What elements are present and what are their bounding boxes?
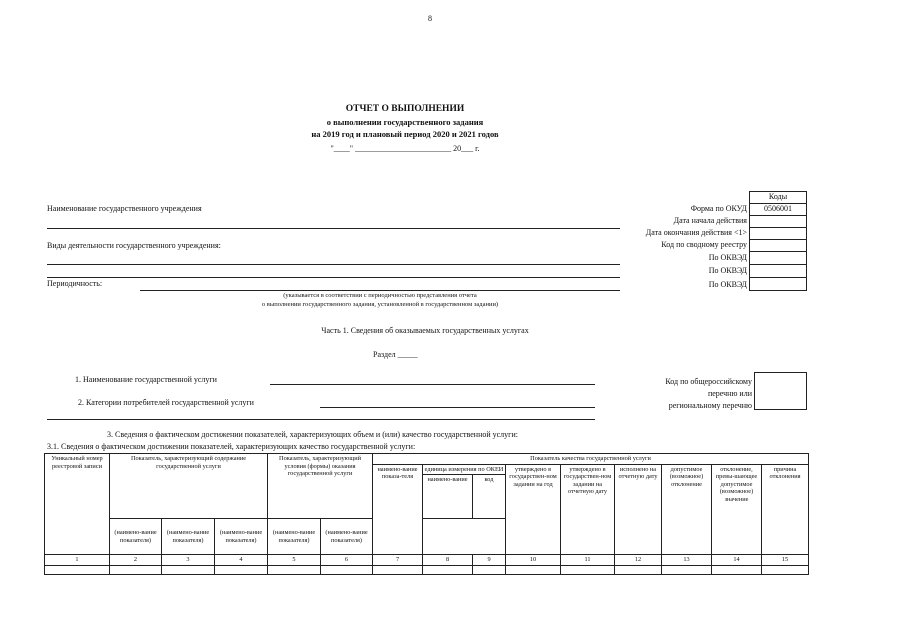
th-sub-1: (наимено-вание показателя) [110, 519, 162, 555]
col-num-3: 3 [162, 555, 215, 566]
col-num-5: 5 [268, 555, 321, 566]
col-num-15: 15 [762, 555, 809, 566]
col-num-8: 8 [423, 555, 473, 566]
report-date-line: "____" ________________________ 20___ г. [330, 144, 480, 153]
th-executed: исполнено на отчетную дату [615, 464, 662, 555]
th-content: Показатель, характеризующий содержание государственной услуги [110, 454, 268, 519]
code-perechen-label-3: региональному перечню [668, 401, 752, 410]
codes-header: Коды [768, 192, 788, 201]
part1-heading: Часть 1. Сведения об оказываемых государственных услугах [321, 326, 529, 335]
code-label-okud: Форма по ОКУД [690, 204, 747, 213]
th-sub-4: (наимено-вание показателя) [268, 519, 321, 555]
code-perechen-box [754, 372, 807, 410]
report-period: на 2019 год и плановый период 2020 и 2021 годов [311, 129, 499, 139]
periodicity-line [140, 290, 620, 291]
col-num-10: 10 [506, 555, 561, 566]
th-reason: причина отклонения [762, 464, 809, 555]
col-num-2: 2 [110, 555, 162, 566]
col-num-9: 9 [473, 555, 506, 566]
th-deviation: отклонение, превы-шающее допустимое (возможное) значение [712, 464, 762, 555]
th-allowed: допустимое (возможное) отклонение [662, 464, 712, 555]
th-indicator-name: наимено-вание показа-теля [373, 464, 423, 555]
page-number: 8 [428, 14, 432, 23]
item3-label: 3. Сведения о фактическом достижении показателей, характеризующих объем и (или) качество государственной услуги: [107, 430, 518, 439]
activity-types-line-2 [47, 277, 620, 278]
th-sub-5: (наимено-вание показателя) [321, 519, 373, 555]
code-label-okved-2: По ОКВЭД [708, 266, 747, 275]
col-num-12: 12 [615, 555, 662, 566]
report-title: ОТЧЕТ О ВЫПОЛНЕНИИ [345, 104, 465, 114]
col-num-7: 7 [373, 555, 423, 566]
col-num-4: 4 [215, 555, 268, 566]
code-label-registry: Код по сводному реестру [661, 240, 747, 249]
col-num-1: 1 [45, 555, 110, 566]
consumers-line-2 [47, 419, 595, 420]
th-conditions: Показатель, характеризующий условия (формы) оказания государственной услуги [268, 454, 373, 519]
th-approved-year: утверждено в государствен-ном задании на год [506, 464, 561, 555]
col-num-13: 13 [662, 555, 712, 566]
activity-types-line-1 [47, 264, 620, 265]
col-num-6: 6 [321, 555, 373, 566]
th-unit: единица измерения по ОКЕИ [423, 464, 506, 475]
item31-label: 3.1. Сведения о фактическом достижении показателей, характеризующих качество государственной услуги: [47, 442, 416, 451]
periodicity-note-2: о выполнении государственного задания, установленной в государственном задании) [261, 301, 499, 308]
code-perechen-label-1: Код по общероссийскому [665, 377, 752, 386]
institution-name-line [47, 228, 620, 229]
activity-types-label: Виды деятельности государственного учреждения: [47, 241, 221, 250]
th-approved-date: утверждено в государствен-ном задании на отчетную дату [561, 464, 615, 555]
th-registry: Уникальный номер реестровой записи [45, 454, 110, 555]
periodicity-label: Периодичность: [47, 279, 103, 288]
code-label-okved-1: По ОКВЭД [708, 253, 747, 262]
institution-name-label: Наименование государственного учреждения [47, 204, 202, 213]
code-perechen-label-2: перечню или [707, 389, 752, 398]
okud-code: 0506001 [764, 204, 792, 213]
section-label: Раздел _____ [373, 350, 418, 359]
th-sub-3: (наимено-вание показателя) [215, 519, 268, 555]
periodicity-note-1: (указывается в соответствии с периодичностью представления отчета [283, 292, 477, 299]
th-unit-code: код [473, 475, 506, 519]
code-label-end: Дата окончания действия <1> [645, 228, 747, 237]
service-name-line [270, 384, 595, 385]
service-name-label: 1. Наименование государственной услуги [75, 375, 217, 384]
code-label-start: Дата начала действия [673, 216, 747, 225]
col-num-11: 11 [561, 555, 615, 566]
col-num-14: 14 [712, 555, 762, 566]
th-quality: Показатель качества государственной услуги [373, 454, 809, 465]
consumers-label: 2. Категории потребителей государственной услуги [78, 398, 254, 407]
table-row-empty-cell [45, 565, 110, 574]
code-label-okved-3: По ОКВЭД [708, 280, 747, 289]
consumers-line-1 [320, 407, 595, 408]
quality-indicators-table [44, 453, 809, 575]
report-subtitle: о выполнении государственного задания [326, 117, 484, 127]
th-sub-2: (наимено-вание показателя) [162, 519, 215, 555]
th-unit-name: наимено-вание [423, 475, 473, 519]
